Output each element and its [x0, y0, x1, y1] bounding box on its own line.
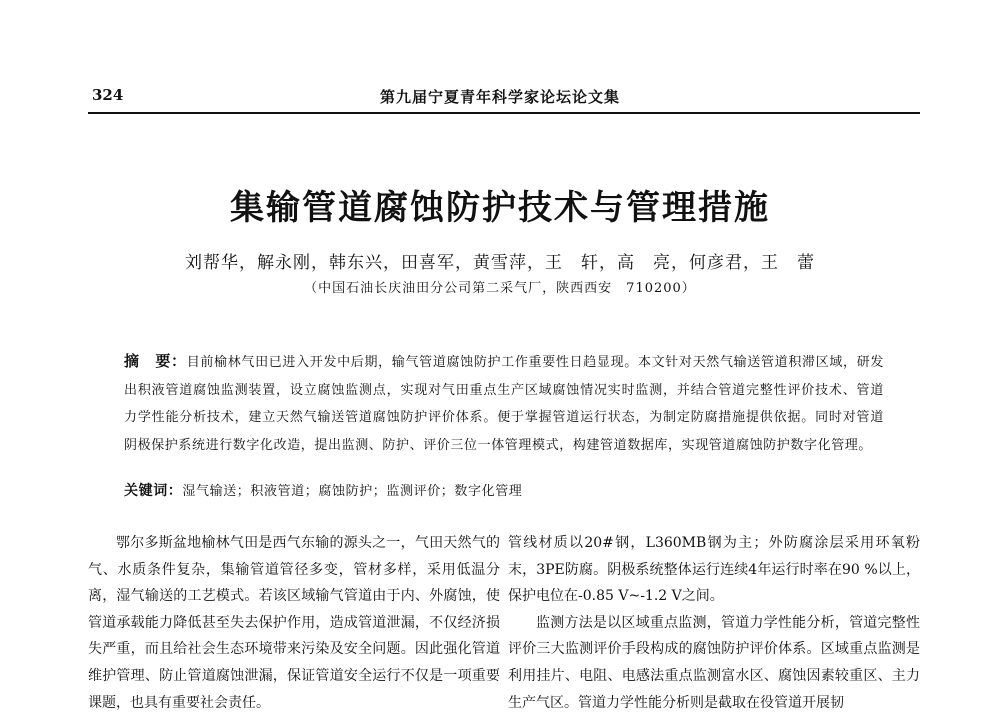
page-number: 324: [92, 86, 124, 104]
article-title: 集输管道腐蚀防护技术与管理措施: [230, 188, 770, 228]
running-header-title: 第九届宁夏青年科学家论坛论文集: [379, 88, 620, 106]
keywords: [124, 480, 884, 500]
abstract-label: 摘 要：: [124, 352, 187, 370]
header-rule: [88, 112, 920, 114]
body-left-column: [88, 530, 500, 716]
body-paragraph: 管线材质以20#钢，L360MB钢为主；外防腐涂层采用环氧粉末，3PE防腐。阴极系统整体运行连续4年运行时率在90 %以上，保护电位在-0.85 V~-1.2 V之间。: [508, 535, 920, 605]
author-list: 刘帮华，解永刚，韩东兴，田喜军，黄雪萍，王 轩，高 亮，何彦君，王 蕾: [185, 253, 815, 273]
body-paragraph: 监测方法是以区域重点监测，管道力学性能分析，管道完整性评价三大监测评价手段构成的腐蚀防护评价体系。区域重点监测是利用挂片、电阻、电感法重点监测富水区、腐蚀因素较重区、主力生产气区。管道力学性能分析则是截取在役管道开展韧: [508, 614, 920, 711]
keywords-label: 关键词：: [124, 483, 183, 499]
abstract-text: 目前榆林气田已进入开发中后期，输气管道腐蚀防护工作重要性日趋显现。本文针对天然气输送管道积滞区域，研发出积液管道腐蚀监测装置，设立腐蚀监测点，实现对气田重点生产区域腐蚀情况实时监测，并结合管道完整性评价技术、管道力学性能分析技术，建立天然气输送管道腐蚀防护评价体系。便于掌握管道运行状态，为制定防腐措施提供依据。同时对管道阴极保护系统进行数字化改造，提出监测、防护、评价三位一体管理模式，构建管道数据库，实现管道腐蚀防护数字化管理。: [124, 355, 884, 453]
abstract: [124, 348, 884, 459]
body-paragraph: 鄂尔多斯盆地榆林气田是西气东输的源头之一，气田天然气的气、水质条件复杂，集输管道管径多变，管材多样，采用低温分离，湿气输送的工艺模式。若该区域输气管道由于内、外腐蚀，使管道承载能力降低甚至失去保护作用，造成管道泄漏，不仅经济损失严重，而且给社会生态环境带来污染及安全问题。因此强化管道维护管理、防止管道腐蚀泄漏，保证管道安全运行不仅是一项重要课题，也具有重要社会责任。: [88, 535, 500, 711]
author-affiliation: （中国石油长庆油田分公司第二采气厂，陕西西安 710200）: [304, 281, 696, 296]
body-right-column: [508, 530, 920, 716]
keywords-text: 湿气输送；积液管道；腐蚀防护；监测评价；数字化管理: [182, 484, 523, 499]
